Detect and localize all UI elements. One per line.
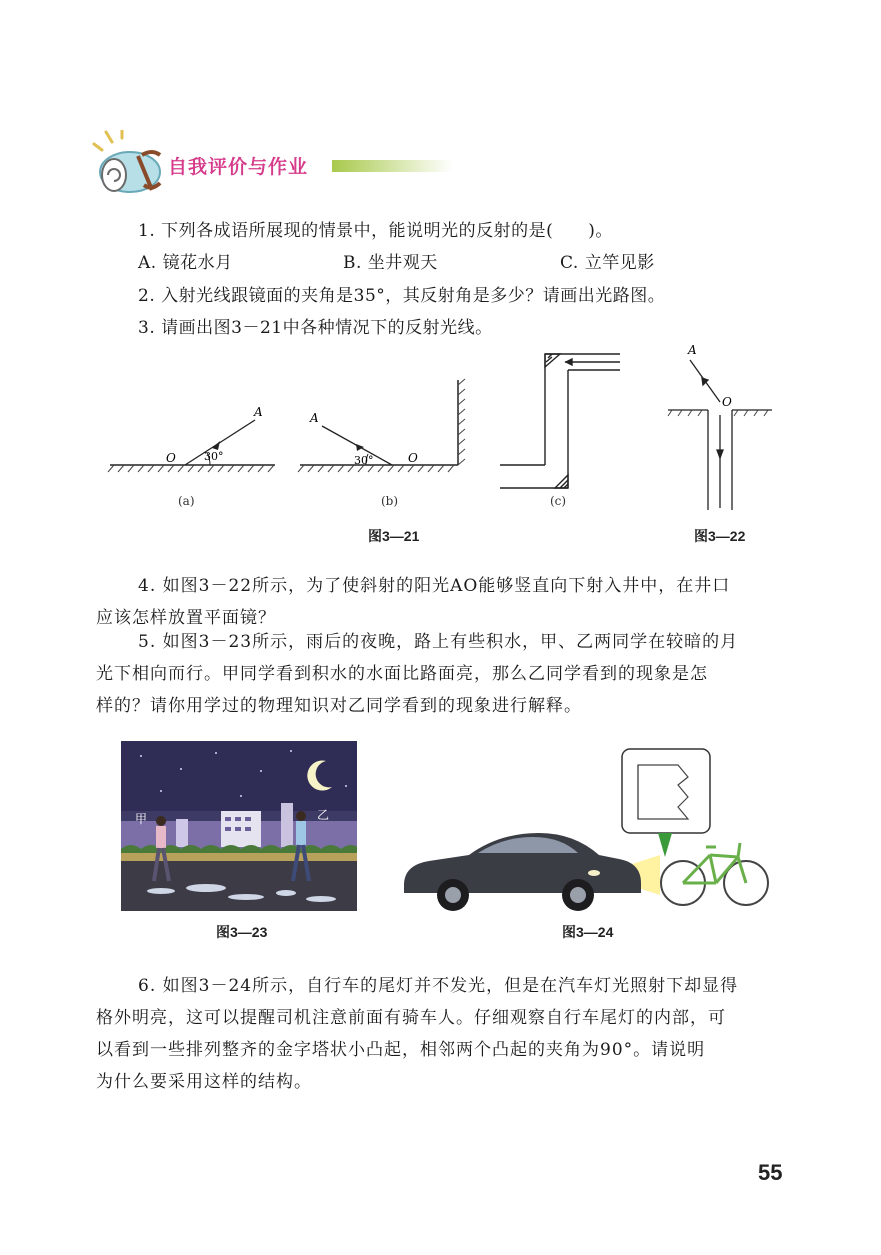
q4-line-2: 应该怎样放置平面镜？ xyxy=(96,608,276,628)
fig-a-angle: 30° xyxy=(204,450,224,463)
q6-line-4: 为什么要采用这样的结构。 xyxy=(96,1072,312,1092)
label-jia: 甲 xyxy=(135,812,148,826)
fig-3-21-sub-b: (b) xyxy=(381,494,399,508)
q4-line-1: 4. 如图3－22所示，为了使斜射的阳光AO能够竖直向下射入井中，在井口 xyxy=(138,576,731,596)
bicycle xyxy=(661,843,768,905)
fig-b xyxy=(298,379,465,472)
q5-line-1: 5. 如图3－23所示，雨后的夜晚，路上有些积水，甲、乙两同学在较暗的月 xyxy=(138,632,739,652)
caption-fig-3-21: 图3—21 xyxy=(368,528,420,544)
q5-line-2: 光下相向而行。甲同学看到积水的水面比路面亮，那么乙同学看到的现象是怎 xyxy=(96,664,708,684)
fig-b-label-a: A xyxy=(310,411,319,425)
caption-fig-3-23: 图3—23 xyxy=(216,924,268,940)
fig-3-22 xyxy=(668,360,772,510)
fig-3-22-label-o: O xyxy=(722,395,732,409)
caption-fig-3-22: 图3—22 xyxy=(694,528,746,544)
q1-option-b: B. 坐井观天 xyxy=(343,253,438,273)
fig-3-21-sub-a: (a) xyxy=(178,494,195,508)
fig-b-label-o: O xyxy=(408,451,418,465)
question-2: 2. 入射光线跟镜面的夹角是35°，其反射角是多少？请画出光路图。 xyxy=(138,286,666,306)
fig-c xyxy=(500,354,620,488)
question-6 xyxy=(96,970,786,1098)
tail-light-callout xyxy=(622,749,710,833)
header-bar xyxy=(332,160,452,172)
page-number: 55 xyxy=(758,1160,783,1185)
fig-3-22-label-a: A xyxy=(688,343,697,357)
figure-3-24-car-bicycle xyxy=(398,745,772,915)
q5-line-3: 样的？请你用学过的物理知识对乙同学看到的现象进行解释。 xyxy=(96,696,582,716)
question-5 xyxy=(96,626,786,722)
fig-a-label-a: A xyxy=(254,405,263,419)
fig-b-angle: 30° xyxy=(354,454,374,467)
figure-3-21-3-22 xyxy=(100,340,790,530)
section-header xyxy=(92,130,492,200)
fig-a xyxy=(108,420,275,472)
label-yi: 乙 xyxy=(317,808,330,822)
question-1: 1. 下列各成语所展现的情景中，能说明光的反射的是( )。 xyxy=(138,221,613,241)
q1-option-a: A. 镜花水月 xyxy=(138,253,233,273)
question-4 xyxy=(96,570,786,634)
fig-a-label-o: O xyxy=(166,451,176,465)
figure-3-23-night-scene xyxy=(121,741,357,911)
q6-line-2: 格外明亮，这可以提醒司机注意前面有骑车人。仔细观察自行车尾灯的内部，可 xyxy=(96,1008,726,1028)
q6-line-1: 6. 如图3－24所示，自行车的尾灯并不发光，但是在汽车灯光照射下却显得 xyxy=(138,976,739,996)
q1-option-c: C. 立竿见影 xyxy=(560,253,655,273)
question-3: 3. 请画出图3－21中各种情况下的反射光线。 xyxy=(138,318,493,338)
fig-3-21-sub-c: (c) xyxy=(550,494,567,508)
caption-fig-3-24: 图3—24 xyxy=(562,924,614,940)
section-title: 自我评价与作业 xyxy=(168,156,309,178)
q6-line-3: 以看到一些排列整齐的金字塔状小凸起，相邻两个凸起的夹角为90°。请说明 xyxy=(96,1040,706,1060)
